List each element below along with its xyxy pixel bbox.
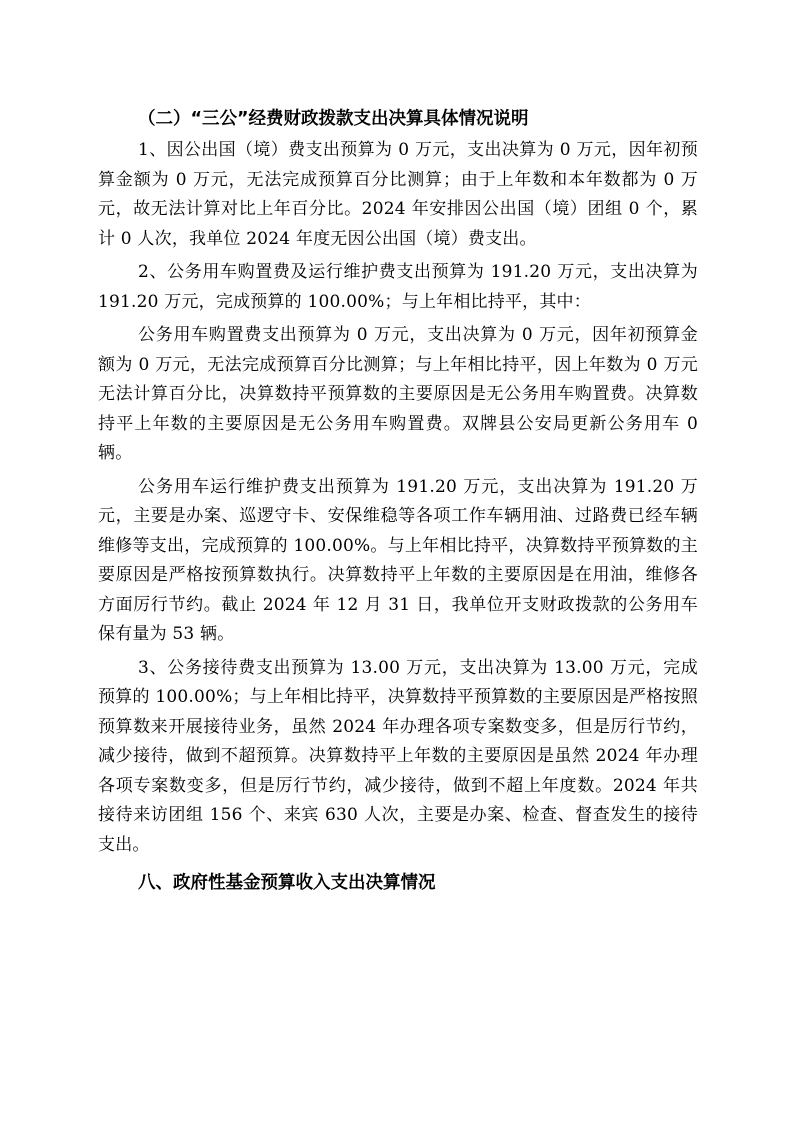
paragraph-vehicle-summary: 2、公务用车购置费及运行维护费支出预算为 191.20 万元，支出决算为 191.20 万元，完成预算的 100.00%；与上年相比持平，其中： — [98, 262, 698, 312]
paragraph-overseas-travel: 1、因公出国（境）费支出预算为 0 万元，支出决算为 0 万元，因年初预算金额为 0 万元，无法完成预算百分比测算；由于上年数和本年数都为 0 万元，故无法计算对比上年百分比。2024 年安排因公出国（境）团组 0 个，累计 0 人次，我单位 2024 年度无因公出国（境）费支出。 — [98, 140, 698, 249]
paragraph-vehicle-maintenance: 公务用车运行维护费支出预算为 191.20 万元，支出决算为 191.20 万元，主要是办案、巡逻守卡、安保维稳等各项工作车辆用油、过路费已经车辆维修等支出，完成预算的 100.00%。与上年相比持平，决算数持平预算数的主要原因是严格按预算数执行。决算数持平上年数的主要原因是在用油，维修各方面厉行节约。截止 2024 年 12 月 31 日，我单位开支财政拨款的公务用车保有量为 53 辆。 — [98, 476, 698, 644]
paragraph-reception: 3、公务接待费支出预算为 13.00 万元，支出决算为 13.00 万元，完成预算的 100.00%；与上年相比持平，决算数持平预算数的主要原因是严格按照预算数来开展接待业务，虽然 2024 年办理各项专案数变多，但是厉行节约，减少接待，做到不超预算。决算数持平上年数的主要原因是虽然 2024 年办理各项专案数变多，但是厉行节约，减少接待，做到不超上年度数。2024 年共接待来访团组 156 个、来宾 630 人次，主要是办案、检查、督查发生的接待支出。 — [98, 657, 698, 855]
next-section-heading: 八、政府性基金预算收入支出决算情况 — [138, 873, 436, 893]
document-body — [98, 104, 698, 898]
section-heading: （二）“三公”经费财政拨款支出决算具体情况说明 — [138, 109, 529, 129]
paragraph-vehicle-purchase: 公务用车购置费支出预算为 0 万元，支出决算为 0 万元，因年初预算金额为 0 万元，无法完成预算百分比测算；与上年相比持平，因上年数为 0 万元无法计算百分比，决算数持平预算数的主要原因是无公务用车购置费。决算数持平上年数的主要原因是无公务用车购置费。双牌县公安局更新公务用车 0 辆。 — [98, 325, 698, 463]
